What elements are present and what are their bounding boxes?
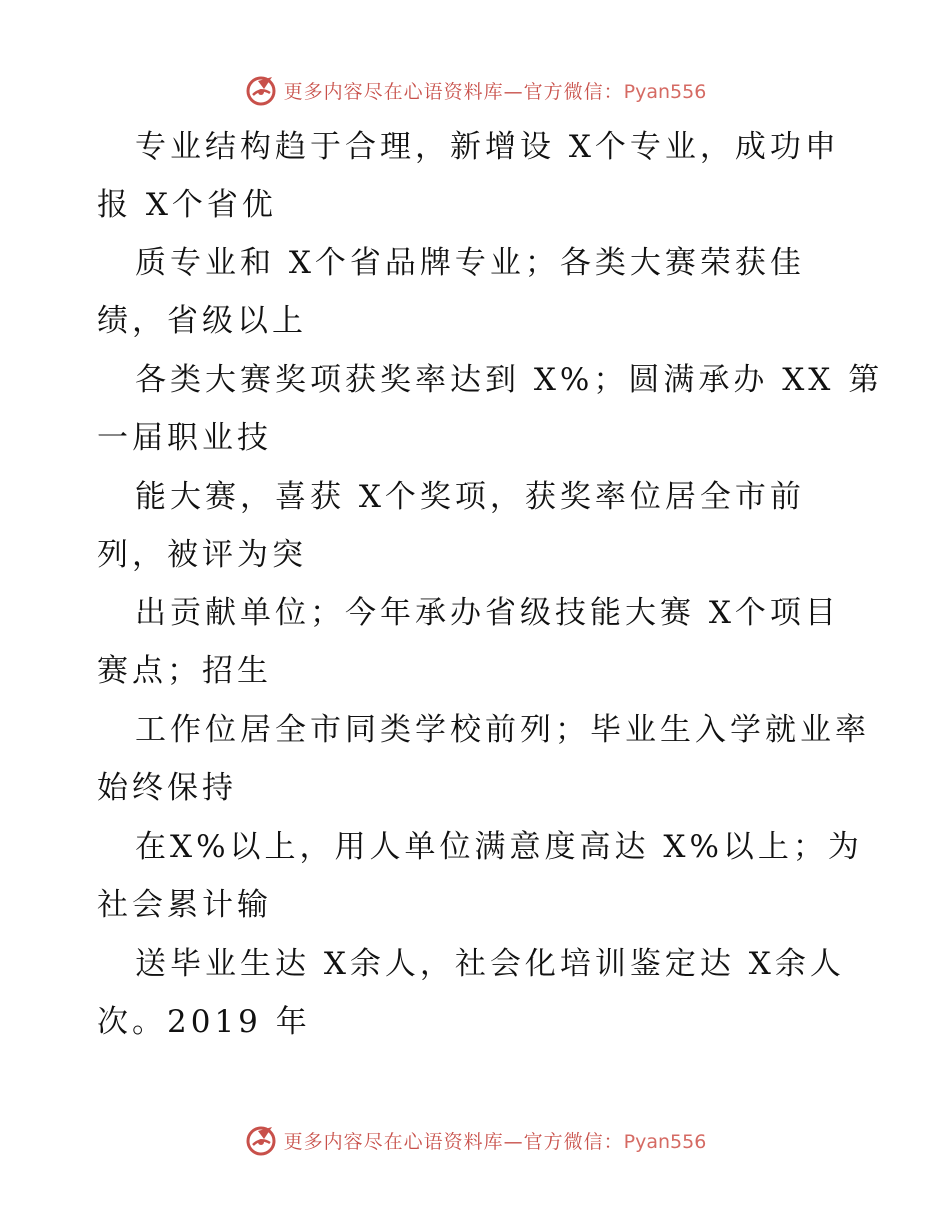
banner-handle: Pyan556 — [623, 80, 707, 103]
book-pen-logo-icon — [244, 73, 278, 107]
body-line: 工作位居全市同类学校前列；毕业生入学就业率 — [135, 712, 870, 748]
body-line: 能大赛，喜获 X个奖项，获奖率位居全市前 — [135, 479, 805, 515]
body-line: 在X%以上，用人单位满意度高达 X%以上；为 — [135, 829, 863, 865]
body-line: 绩，省级以上 — [97, 303, 307, 339]
banner-label: 更多内容尽在心语资料库—官方微信： — [283, 1130, 624, 1153]
banner-text — [284, 77, 707, 104]
body-line: 各类大赛奖项获奖率达到 X%；圆满承办 XX 第 — [135, 362, 884, 398]
banner-handle: Pyan556 — [623, 1130, 707, 1153]
header-banner — [0, 70, 950, 110]
body-line: 赛点；招生 — [97, 653, 272, 689]
footer-banner — [0, 1120, 950, 1160]
banner-label: 更多内容尽在心语资料库—官方微信： — [283, 80, 624, 103]
body-line: 一届职业技 — [97, 420, 272, 456]
body-line: 送毕业生达 X余人，社会化培训鉴定达 X余人 — [135, 946, 845, 982]
body-line: 出贡献单位；今年承办省级技能大赛 X个项目 — [135, 595, 840, 631]
body-line: 质专业和 X个省品牌专业；各类大赛荣获佳 — [135, 245, 805, 281]
body-line: 社会累计输 — [97, 887, 272, 923]
body-line: 列，被评为突 — [97, 537, 307, 573]
banner-text — [284, 1127, 707, 1154]
body-line: 次。2019 年 — [97, 1004, 311, 1040]
body-line: 报 X个省优 — [97, 187, 277, 223]
body-line: 专业结构趋于合理，新增设 X个专业，成功申 — [135, 129, 840, 165]
book-pen-logo-icon — [244, 1123, 278, 1157]
body-line: 始终保持 — [97, 770, 237, 806]
